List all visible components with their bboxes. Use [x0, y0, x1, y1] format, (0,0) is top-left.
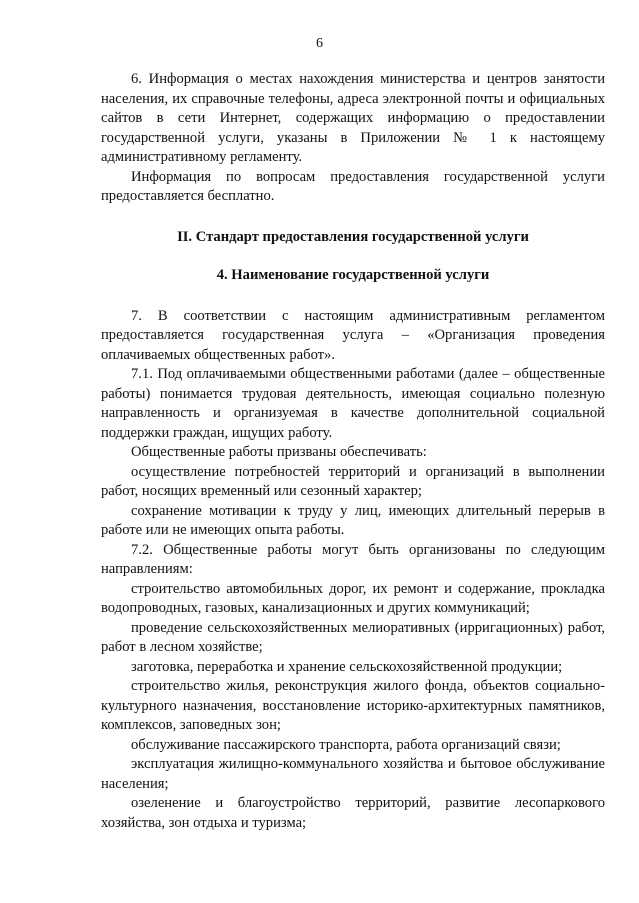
paragraph: 7. В соответствии с настоящим административным регламентом предоставляется государственная услуга – «Организация проведения оплачиваемых общественных работ».: [101, 307, 605, 363]
paragraph: строительство автомобильных дорог, их ремонт и содержание, прокладка водопроводных, газовых, канализационных и других коммуникаций;: [101, 580, 605, 616]
document-body: [101, 70, 605, 833]
paragraph: Информация по вопросам предоставления государственной услуги предоставляется бесплатно.: [101, 168, 605, 204]
paragraph: эксплуатация жилищно-коммунального хозяйства и бытовое обслуживание населения;: [101, 756, 605, 792]
paragraph: озеленение и благоустройство территорий, развитие лесопаркового хозяйства, зон отдыха и туризма;: [101, 795, 605, 831]
paragraph: 7.2. Общественные работы могут быть организованы по следующим направлениям:: [101, 541, 605, 577]
paragraph: сохранение мотивации к труду у лиц, имеющих длительный перерыв в работе или не имеющих опыта работы.: [101, 502, 605, 538]
paragraph: обслуживание пассажирского транспорта, работа организаций связи;: [131, 736, 561, 753]
subsection-heading: 4. Наименование государственной услуги: [216, 267, 490, 283]
paragraph: 6. Информация о местах нахождения министерства и центров занятости населения, их справочные телефоны, адреса электронной почты и официальных сайтов в сети Интернет, содержащих информацию о предоставлении государственной услуги, указаны в Приложении № 1 к настоящему административному регламенту.: [101, 71, 605, 165]
page-number: 6: [316, 36, 323, 51]
paragraph: Общественные работы призваны обеспечивать:: [131, 444, 427, 460]
paragraph: 7.1. Под оплачиваемыми общественными работами (далее – общественные работы) понимается трудовая деятельность, имеющая социально полезную направленность и организуемая в качестве дополнительной социальной поддержки граждан, ищущих работу.: [101, 366, 605, 441]
paragraph: проведение сельскохозяйственных мелиоративных (ирригационных) работ, работ в лесном хозяйстве;: [101, 619, 605, 655]
paragraph: строительство жилья, реконструкция жилого фонда, объектов социально-культурного назначения, восстановление историко-архитектурных памятников, комплексов, заповедных зон;: [101, 678, 605, 733]
section-heading: II. Стандарт предоставления государственной услуги: [177, 228, 529, 245]
paragraph: осуществление потребностей территорий и организаций в выполнении работ, носящих временный или сезонный характер;: [101, 463, 605, 499]
paragraph: заготовка, переработка и хранение сельскохозяйственной продукции;: [131, 658, 563, 675]
